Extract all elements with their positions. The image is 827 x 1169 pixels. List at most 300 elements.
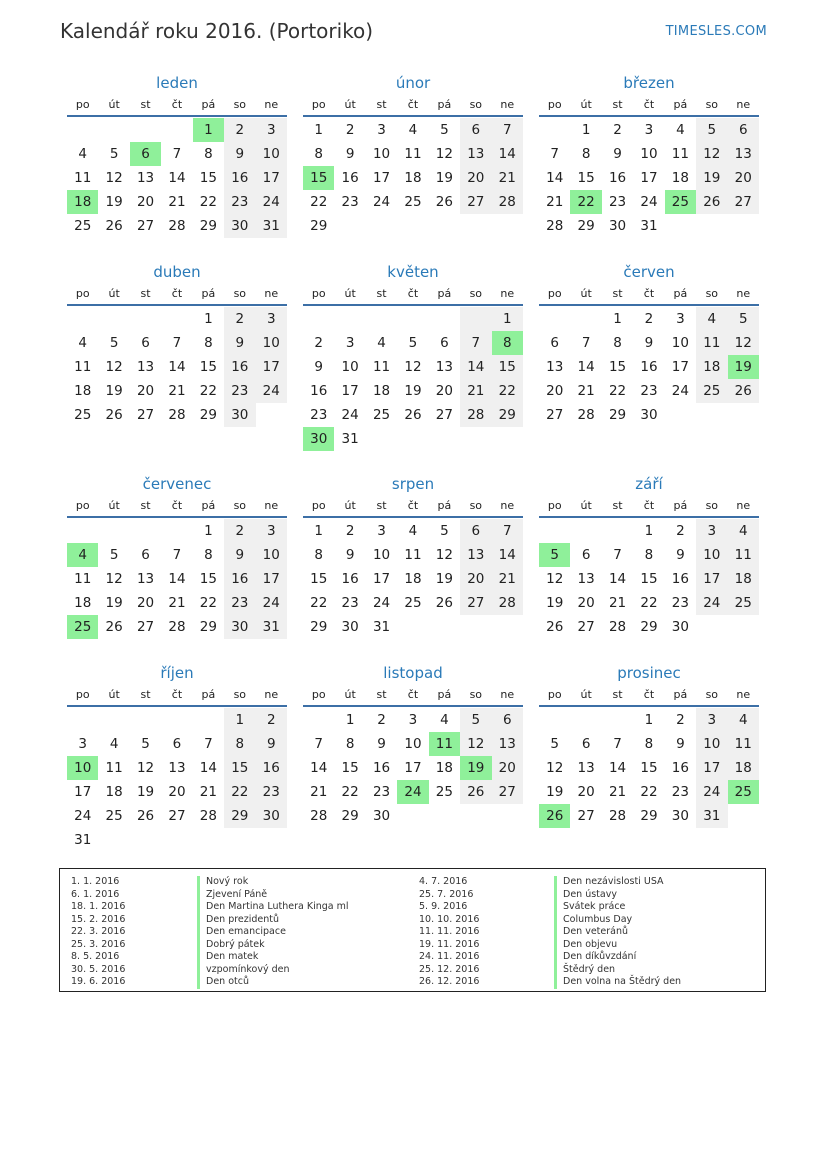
day-cell: 30 xyxy=(671,619,689,635)
day-cell: 7 xyxy=(550,146,559,162)
weekday-header xyxy=(303,284,523,306)
empty-cell xyxy=(161,118,192,142)
day-cell: 4 xyxy=(408,523,418,539)
holiday-day: 10 xyxy=(67,756,98,780)
weekday-label: ne xyxy=(500,499,515,512)
empty-cell xyxy=(67,118,98,142)
holiday-day: 6 xyxy=(130,142,161,166)
day-cell: 2 xyxy=(256,708,287,732)
day-cell: 20 xyxy=(435,383,453,399)
day-cell: 17 xyxy=(640,170,658,186)
weekday-label: po xyxy=(311,287,326,300)
day-cell: 12 xyxy=(728,331,759,355)
weekday-label: ne xyxy=(264,688,279,701)
legend-holiday-name: Nový rok xyxy=(197,876,349,889)
day-cell: 27 xyxy=(460,190,491,214)
day-cell: 12 xyxy=(404,359,422,375)
day-cell: 12 xyxy=(105,170,123,186)
day-cell: 14 xyxy=(168,359,186,375)
day-cell: 15 xyxy=(199,170,217,186)
weekday-label: so xyxy=(469,98,483,111)
month-name: květen xyxy=(387,263,439,281)
day-cell: 19 xyxy=(546,784,564,800)
month-block xyxy=(539,473,759,639)
day-cell: 11 xyxy=(728,543,759,567)
legend-holiday-name: Den emancipace xyxy=(197,926,349,939)
empty-cell xyxy=(67,307,98,331)
weekday-label: pá xyxy=(437,287,452,300)
day-cell: 22 xyxy=(492,379,523,403)
day-cell: 10 xyxy=(372,547,391,563)
day-cell: 13 xyxy=(435,359,453,375)
day-cell: 2 xyxy=(676,712,685,728)
day-cell: 15 xyxy=(577,170,595,186)
day-cell: 3 xyxy=(256,307,287,331)
day-cell: 5 xyxy=(109,335,119,351)
day-cell: 27 xyxy=(728,190,759,214)
day-cell: 27 xyxy=(546,407,564,423)
month-block xyxy=(303,72,523,238)
day-cell: 4 xyxy=(728,708,759,732)
day-cell: 26 xyxy=(435,595,453,611)
day-cell: 26 xyxy=(136,808,155,824)
day-cell: 5 xyxy=(440,523,449,539)
weekday-label: st xyxy=(612,688,623,701)
day-cell: 6 xyxy=(728,118,759,142)
day-cell: 1 xyxy=(204,523,213,539)
day-cell: 2 xyxy=(224,307,255,331)
day-cell: 2 xyxy=(644,311,654,327)
legend-date: 26. 12. 2016 xyxy=(419,976,480,987)
day-cell: 24 xyxy=(74,808,92,824)
weekday-label: út xyxy=(580,688,592,701)
weekday-label: pá xyxy=(201,98,216,111)
legend-holiday-name: Den díkůvzdání xyxy=(554,951,681,964)
day-grid xyxy=(303,307,523,451)
day-cell: 27 xyxy=(460,591,491,615)
day-cell: 21 xyxy=(608,784,627,800)
day-cell: 5 xyxy=(550,736,559,752)
day-cell: 10 xyxy=(256,543,287,567)
day-cell: 17 xyxy=(404,760,422,776)
day-cell: 6 xyxy=(550,335,559,351)
day-cell: 28 xyxy=(492,190,523,214)
day-cell: 12 xyxy=(546,760,564,776)
day-cell: 3 xyxy=(377,523,386,539)
day-cell: 1 xyxy=(613,311,622,327)
day-cell: 27 xyxy=(136,218,155,234)
day-cell: 21 xyxy=(460,379,491,403)
day-cell: 13 xyxy=(460,142,491,166)
empty-cell xyxy=(193,708,224,732)
legend-holiday-name: Den nezávislosti USA xyxy=(554,876,681,889)
weekday-label: ne xyxy=(264,287,279,300)
weekday-label: pá xyxy=(437,98,452,111)
day-cell: 2 xyxy=(613,122,622,138)
day-cell: 30 xyxy=(224,214,255,238)
holiday-day: 11 xyxy=(429,732,460,756)
day-cell: 20 xyxy=(460,166,491,190)
day-cell: 21 xyxy=(608,595,627,611)
legend-holiday-name: Den objevu xyxy=(554,939,681,952)
day-cell: 17 xyxy=(696,567,727,591)
day-cell: 12 xyxy=(105,571,123,587)
weekday-label: po xyxy=(311,499,326,512)
day-cell: 15 xyxy=(310,571,328,587)
day-cell: 16 xyxy=(608,170,627,186)
day-cell: 30 xyxy=(341,619,359,635)
day-cell: 14 xyxy=(608,571,627,587)
legend-date: 19. 6. 2016 xyxy=(71,976,126,987)
weekday-label: st xyxy=(376,287,387,300)
day-cell: 7 xyxy=(613,736,622,752)
day-cell: 6 xyxy=(172,736,182,752)
day-cell: 9 xyxy=(676,547,685,563)
weekday-label: út xyxy=(580,98,592,111)
day-cell: 11 xyxy=(74,359,92,375)
day-cell: 19 xyxy=(546,595,564,611)
day-cell: 27 xyxy=(136,619,155,635)
day-cell: 22 xyxy=(608,383,627,399)
weekday-label: čt xyxy=(407,287,419,300)
weekday-label: út xyxy=(108,499,120,512)
weekday-label: pá xyxy=(673,499,688,512)
day-cell: 17 xyxy=(341,383,359,399)
day-cell: 12 xyxy=(460,732,491,756)
weekday-label: pá xyxy=(673,287,688,300)
day-cell: 12 xyxy=(696,142,727,166)
weekday-header xyxy=(67,95,287,117)
empty-cell xyxy=(570,708,601,732)
day-cell: 1 xyxy=(644,523,654,539)
day-cell: 9 xyxy=(644,335,654,351)
empty-cell xyxy=(98,307,129,331)
day-cell: 15 xyxy=(224,756,255,780)
day-cell: 8 xyxy=(644,736,654,752)
legend-holiday-name: Zjevení Páně xyxy=(197,889,349,902)
day-cell: 29 xyxy=(310,619,328,635)
day-cell: 3 xyxy=(78,736,87,752)
day-cell: 25 xyxy=(74,407,92,423)
day-cell: 10 xyxy=(256,142,287,166)
day-cell: 15 xyxy=(199,359,217,375)
day-cell: 13 xyxy=(136,571,155,587)
day-cell: 24 xyxy=(341,407,359,423)
day-cell: 18 xyxy=(728,567,759,591)
weekday-label: so xyxy=(705,688,719,701)
day-cell: 10 xyxy=(696,732,727,756)
day-cell: 19 xyxy=(404,383,422,399)
day-cell: 13 xyxy=(136,170,155,186)
weekday-label: út xyxy=(108,287,120,300)
weekday-label: ne xyxy=(736,499,751,512)
month-block xyxy=(67,473,287,639)
legend-holiday-name: Den matek xyxy=(197,951,349,964)
empty-cell xyxy=(130,307,161,331)
day-cell: 9 xyxy=(676,736,685,752)
holiday-day: 24 xyxy=(397,780,428,804)
legend-date: 6. 1. 2016 xyxy=(71,888,120,900)
day-cell: 13 xyxy=(728,142,759,166)
day-cell: 5 xyxy=(109,547,119,563)
day-cell: 27 xyxy=(136,407,155,423)
legend-date: 25. 3. 2016 xyxy=(71,938,126,950)
day-cell: 3 xyxy=(644,122,654,138)
weekday-label: po xyxy=(75,499,90,512)
day-cell: 25 xyxy=(404,595,422,611)
legend-date: 10. 10. 2016 xyxy=(419,913,480,925)
holiday-day: 19 xyxy=(728,355,759,379)
weekday-label: ne xyxy=(736,98,751,111)
day-cell: 21 xyxy=(492,567,523,591)
day-cell: 3 xyxy=(345,335,355,351)
day-cell: 22 xyxy=(640,784,658,800)
weekday-label: st xyxy=(612,499,623,512)
empty-cell xyxy=(366,307,397,331)
legend-holiday-name: Den volna na Štědrý den xyxy=(554,976,681,989)
day-cell: 8 xyxy=(581,146,591,162)
day-cell: 18 xyxy=(404,571,422,587)
weekday-label: ne xyxy=(500,688,515,701)
day-cell: 6 xyxy=(492,708,523,732)
day-cell: 24 xyxy=(256,190,287,214)
day-cell: 10 xyxy=(341,359,359,375)
weekday-label: st xyxy=(612,98,623,111)
empty-cell xyxy=(397,307,428,331)
weekday-label: čt xyxy=(171,98,183,111)
day-cell: 23 xyxy=(341,194,359,210)
weekday-label: po xyxy=(75,287,90,300)
legend-date: 30. 5. 2016 xyxy=(71,963,126,975)
day-cell: 19 xyxy=(136,784,155,800)
holiday-day: 19 xyxy=(460,756,491,780)
day-cell: 6 xyxy=(141,547,150,563)
day-cell: 28 xyxy=(310,808,328,824)
weekday-label: út xyxy=(580,287,592,300)
weekday-header xyxy=(539,95,759,117)
legend-names-right xyxy=(554,876,681,989)
day-cell: 15 xyxy=(492,355,523,379)
day-cell: 6 xyxy=(141,335,150,351)
month-name: duben xyxy=(153,263,201,281)
day-cell: 20 xyxy=(136,194,155,210)
day-cell: 1 xyxy=(204,311,213,327)
day-cell: 7 xyxy=(460,331,491,355)
legend-holiday-name: Den ústavy xyxy=(554,889,681,902)
day-cell: 1 xyxy=(314,523,323,539)
weekday-label: čt xyxy=(171,499,183,512)
weekday-label: út xyxy=(108,688,120,701)
day-grid xyxy=(303,118,523,238)
day-cell: 21 xyxy=(492,166,523,190)
weekday-label: so xyxy=(469,499,483,512)
month-name: srpen xyxy=(391,475,435,493)
empty-cell xyxy=(161,307,192,331)
day-cell: 24 xyxy=(372,194,391,210)
day-cell: 16 xyxy=(341,571,359,587)
day-cell: 6 xyxy=(581,547,591,563)
day-cell: 5 xyxy=(728,307,759,331)
legend-holiday-name: Svátek práce xyxy=(554,901,681,914)
weekday-header xyxy=(67,685,287,707)
day-cell: 9 xyxy=(345,547,355,563)
weekday-label: st xyxy=(376,98,387,111)
day-cell: 18 xyxy=(435,760,453,776)
empty-cell xyxy=(98,519,129,543)
empty-cell xyxy=(460,307,491,331)
day-cell: 4 xyxy=(78,146,87,162)
weekday-label: čt xyxy=(407,98,419,111)
day-cell: 26 xyxy=(404,407,422,423)
day-cell: 9 xyxy=(345,146,355,162)
day-cell: 7 xyxy=(613,547,622,563)
day-cell: 7 xyxy=(581,335,591,351)
day-cell: 17 xyxy=(74,784,92,800)
day-cell: 22 xyxy=(199,383,217,399)
weekday-header xyxy=(303,496,523,518)
day-cell: 16 xyxy=(671,571,689,587)
day-cell: 3 xyxy=(696,519,727,543)
holiday-day: 5 xyxy=(539,543,570,567)
day-cell: 10 xyxy=(372,146,391,162)
empty-cell xyxy=(570,307,601,331)
day-cell: 2 xyxy=(377,712,386,728)
day-cell: 5 xyxy=(696,118,727,142)
day-grid xyxy=(539,118,759,238)
day-cell: 8 xyxy=(613,335,622,351)
legend-date: 24. 11. 2016 xyxy=(419,951,480,962)
day-grid xyxy=(303,708,523,828)
day-cell: 14 xyxy=(460,355,491,379)
day-cell: 4 xyxy=(78,335,87,351)
weekday-label: ne xyxy=(736,688,751,701)
day-cell: 20 xyxy=(728,166,759,190)
brand-link[interactable]: TIMESLES.COM xyxy=(665,24,767,39)
day-cell: 16 xyxy=(310,383,328,399)
day-cell: 14 xyxy=(577,359,595,375)
day-cell: 12 xyxy=(136,760,155,776)
day-cell: 20 xyxy=(492,756,523,780)
day-cell: 27 xyxy=(577,619,595,635)
day-cell: 2 xyxy=(676,523,685,539)
holiday-day: 25 xyxy=(665,190,696,214)
day-cell: 24 xyxy=(671,383,689,399)
day-cell: 5 xyxy=(408,335,418,351)
day-cell: 14 xyxy=(492,142,523,166)
day-cell: 4 xyxy=(696,307,727,331)
weekday-label: po xyxy=(547,688,562,701)
day-cell: 31 xyxy=(256,214,287,238)
legend-dates-right xyxy=(419,876,479,989)
weekday-label: so xyxy=(233,98,247,111)
day-cell: 13 xyxy=(577,571,595,587)
day-cell: 13 xyxy=(492,732,523,756)
day-cell: 21 xyxy=(199,784,217,800)
day-cell: 16 xyxy=(671,760,689,776)
legend-date: 15. 2. 2016 xyxy=(71,913,126,925)
day-cell: 17 xyxy=(372,571,391,587)
day-cell: 3 xyxy=(256,118,287,142)
weekday-label: ne xyxy=(264,499,279,512)
month-block xyxy=(67,662,287,852)
empty-cell xyxy=(130,519,161,543)
weekday-header xyxy=(539,685,759,707)
day-cell: 9 xyxy=(224,543,255,567)
day-grid xyxy=(539,519,759,639)
day-cell: 25 xyxy=(74,218,92,234)
day-cell: 3 xyxy=(256,519,287,543)
day-cell: 24 xyxy=(640,194,658,210)
day-cell: 26 xyxy=(696,190,727,214)
day-cell: 3 xyxy=(408,712,418,728)
day-grid xyxy=(67,307,287,427)
empty-cell xyxy=(602,708,633,732)
day-cell: 18 xyxy=(671,170,689,186)
holiday-day: 15 xyxy=(303,166,334,190)
day-cell: 5 xyxy=(460,708,491,732)
day-grid xyxy=(303,519,523,639)
day-cell: 13 xyxy=(460,543,491,567)
empty-cell xyxy=(130,118,161,142)
day-cell: 25 xyxy=(696,379,727,403)
day-cell: 20 xyxy=(136,383,155,399)
holiday-day: 25 xyxy=(67,615,98,639)
day-cell: 29 xyxy=(577,218,595,234)
weekday-label: čt xyxy=(643,499,655,512)
weekday-label: pá xyxy=(201,688,216,701)
day-cell: 18 xyxy=(74,595,92,611)
day-cell: 21 xyxy=(577,383,595,399)
day-cell: 1 xyxy=(492,307,523,331)
day-cell: 4 xyxy=(440,712,449,728)
day-cell: 31 xyxy=(256,615,287,639)
day-cell: 16 xyxy=(341,170,359,186)
month-block xyxy=(303,473,523,639)
weekday-header xyxy=(303,685,523,707)
day-cell: 19 xyxy=(696,166,727,190)
weekday-label: po xyxy=(75,688,90,701)
legend-date: 5. 9. 2016 xyxy=(419,901,468,912)
day-cell: 28 xyxy=(168,619,186,635)
day-cell: 11 xyxy=(671,146,689,162)
month-block xyxy=(539,662,759,828)
empty-cell xyxy=(429,307,460,331)
day-cell: 4 xyxy=(109,736,119,752)
day-cell: 22 xyxy=(199,595,217,611)
holiday-legend xyxy=(59,868,766,992)
day-cell: 7 xyxy=(314,736,323,752)
legend-holiday-name: Den Martina Luthera Kinga ml xyxy=(197,901,349,914)
day-cell: 23 xyxy=(671,595,689,611)
day-cell: 29 xyxy=(199,218,217,234)
day-cell: 3 xyxy=(696,708,727,732)
day-cell: 4 xyxy=(377,335,386,351)
weekday-label: so xyxy=(469,688,483,701)
month-name: únor xyxy=(395,74,431,92)
day-grid xyxy=(539,307,759,427)
day-cell: 15 xyxy=(199,571,217,587)
holiday-day: 25 xyxy=(728,780,759,804)
day-cell: 10 xyxy=(696,543,727,567)
day-cell: 20 xyxy=(168,784,186,800)
day-cell: 14 xyxy=(199,760,217,776)
day-cell: 23 xyxy=(608,194,627,210)
weekday-label: st xyxy=(140,499,151,512)
day-cell: 30 xyxy=(608,218,627,234)
month-name: červenec xyxy=(142,475,212,493)
day-cell: 23 xyxy=(372,784,391,800)
day-cell: 28 xyxy=(577,407,595,423)
